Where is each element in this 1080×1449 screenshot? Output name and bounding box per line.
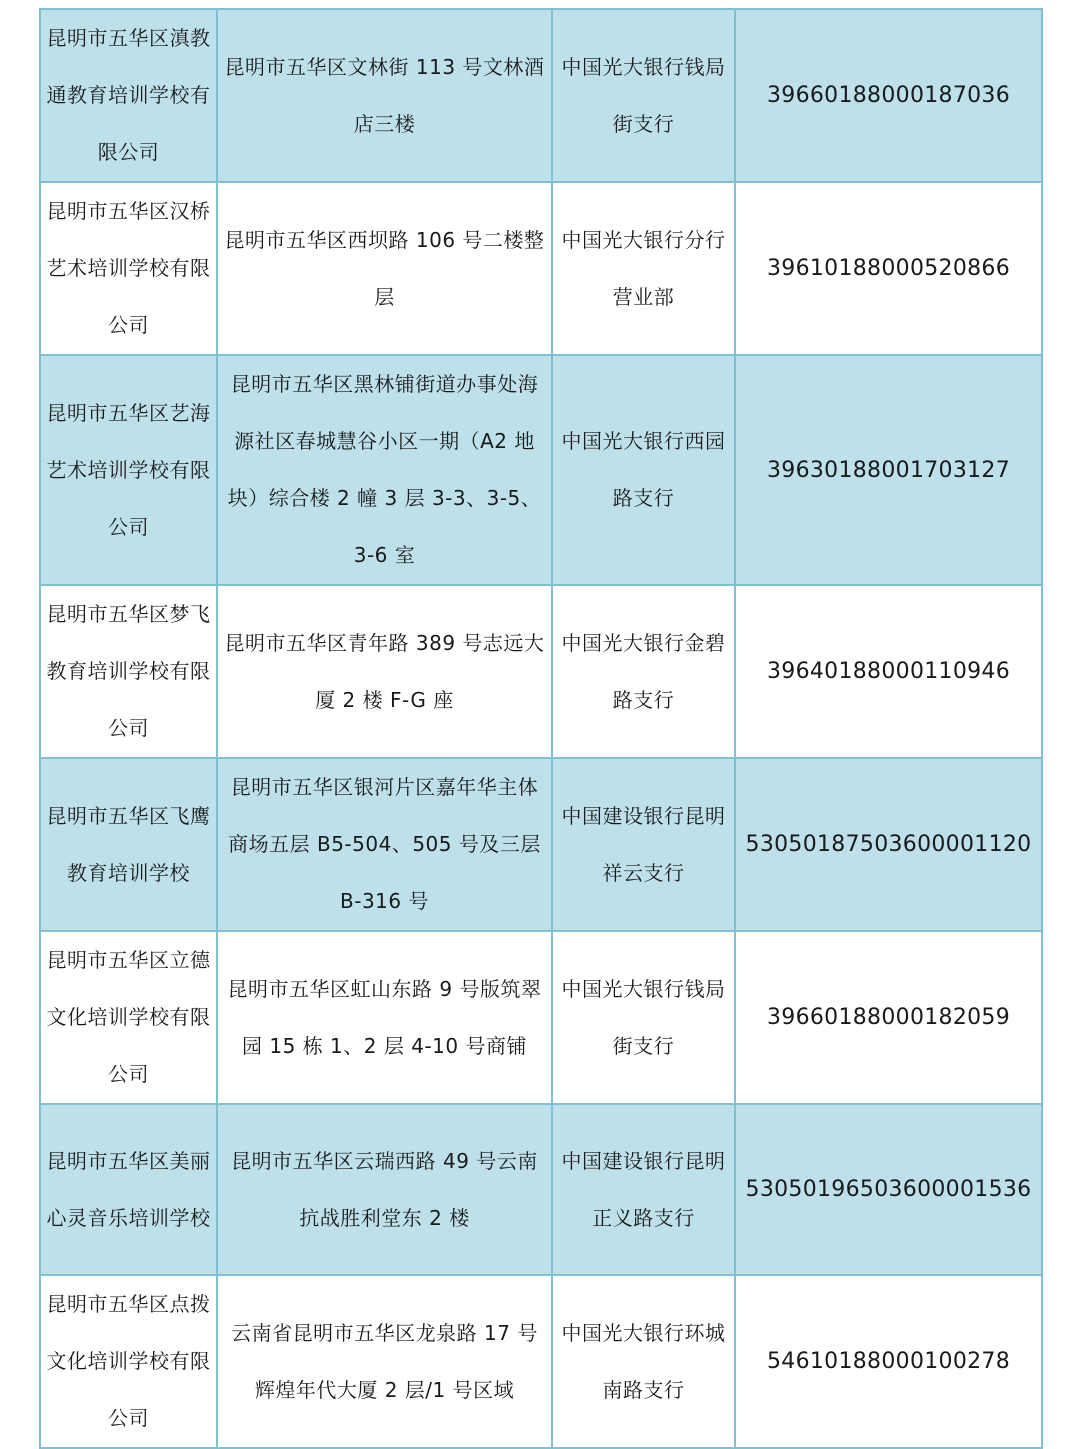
account-number-cell: 39640188000110946: [735, 585, 1042, 758]
table-row: [40, 931, 1042, 1104]
bank-cell: 中国光大银行金碧路支行: [552, 585, 735, 758]
account-number-cell: 53050196503600001536: [735, 1104, 1042, 1275]
school-name-cell: 昆明市五华区滇教通教育培训学校有限公司: [40, 9, 217, 182]
address-cell: 昆明市五华区银河片区嘉年华主体商场五层 B5-504、505 号及三层 B-316 号: [217, 758, 552, 931]
school-name-cell: 昆明市五华区艺海艺术培训学校有限公司: [40, 355, 217, 585]
bank-cell: 中国建设银行昆明正义路支行: [552, 1104, 735, 1275]
address-cell: 昆明市五华区青年路 389 号志远大厦 2 楼 F-G 座: [217, 585, 552, 758]
table-row: [40, 9, 1042, 182]
bank-cell: 中国光大银行钱局街支行: [552, 931, 735, 1104]
table-row: [40, 182, 1042, 355]
address-cell: 昆明市五华区黑林铺街道办事处海源社区春城慧谷小区一期（A2 地块）综合楼 2 幢 3 层 3-3、3-5、3-6 室: [217, 355, 552, 585]
address-cell: 云南省昆明市五华区龙泉路 17 号辉煌年代大厦 2 层/1 号区域: [217, 1275, 552, 1448]
account-number-cell: 39660188000182059: [735, 931, 1042, 1104]
bank-cell: 中国光大银行钱局街支行: [552, 9, 735, 182]
bank-cell: 中国光大银行环城南路支行: [552, 1275, 735, 1448]
school-account-table: [39, 8, 1043, 1449]
school-name-cell: 昆明市五华区汉桥艺术培训学校有限公司: [40, 182, 217, 355]
address-cell: 昆明市五华区西坝路 106 号二楼整层: [217, 182, 552, 355]
bank-cell: 中国建设银行昆明祥云支行: [552, 758, 735, 931]
school-name-cell: 昆明市五华区立德文化培训学校有限公司: [40, 931, 217, 1104]
account-number-cell: 39660188000187036: [735, 9, 1042, 182]
account-number-cell: 39610188000520866: [735, 182, 1042, 355]
table-row: [40, 758, 1042, 931]
account-number-cell: 53050187503600001120: [735, 758, 1042, 931]
bank-cell: 中国光大银行分行营业部: [552, 182, 735, 355]
table-row: [40, 1104, 1042, 1275]
address-cell: 昆明市五华区云瑞西路 49 号云南抗战胜利堂东 2 楼: [217, 1104, 552, 1275]
address-cell: 昆明市五华区虹山东路 9 号版筑翠园 15 栋 1、2 层 4-10 号商铺: [217, 931, 552, 1104]
address-cell: 昆明市五华区文林街 113 号文林酒店三楼: [217, 9, 552, 182]
table-row: [40, 585, 1042, 758]
table-row: [40, 355, 1042, 585]
bank-cell: 中国光大银行西园路支行: [552, 355, 735, 585]
school-name-cell: 昆明市五华区梦飞教育培训学校有限公司: [40, 585, 217, 758]
table-row: [40, 1275, 1042, 1448]
school-name-cell: 昆明市五华区飞鹰教育培训学校: [40, 758, 217, 931]
school-name-cell: 昆明市五华区点拨文化培训学校有限公司: [40, 1275, 217, 1448]
school-name-cell: 昆明市五华区美丽心灵音乐培训学校: [40, 1104, 217, 1275]
account-number-cell: 39630188001703127: [735, 355, 1042, 585]
school-account-table-container: [39, 8, 1041, 1449]
account-number-cell: 54610188000100278: [735, 1275, 1042, 1448]
